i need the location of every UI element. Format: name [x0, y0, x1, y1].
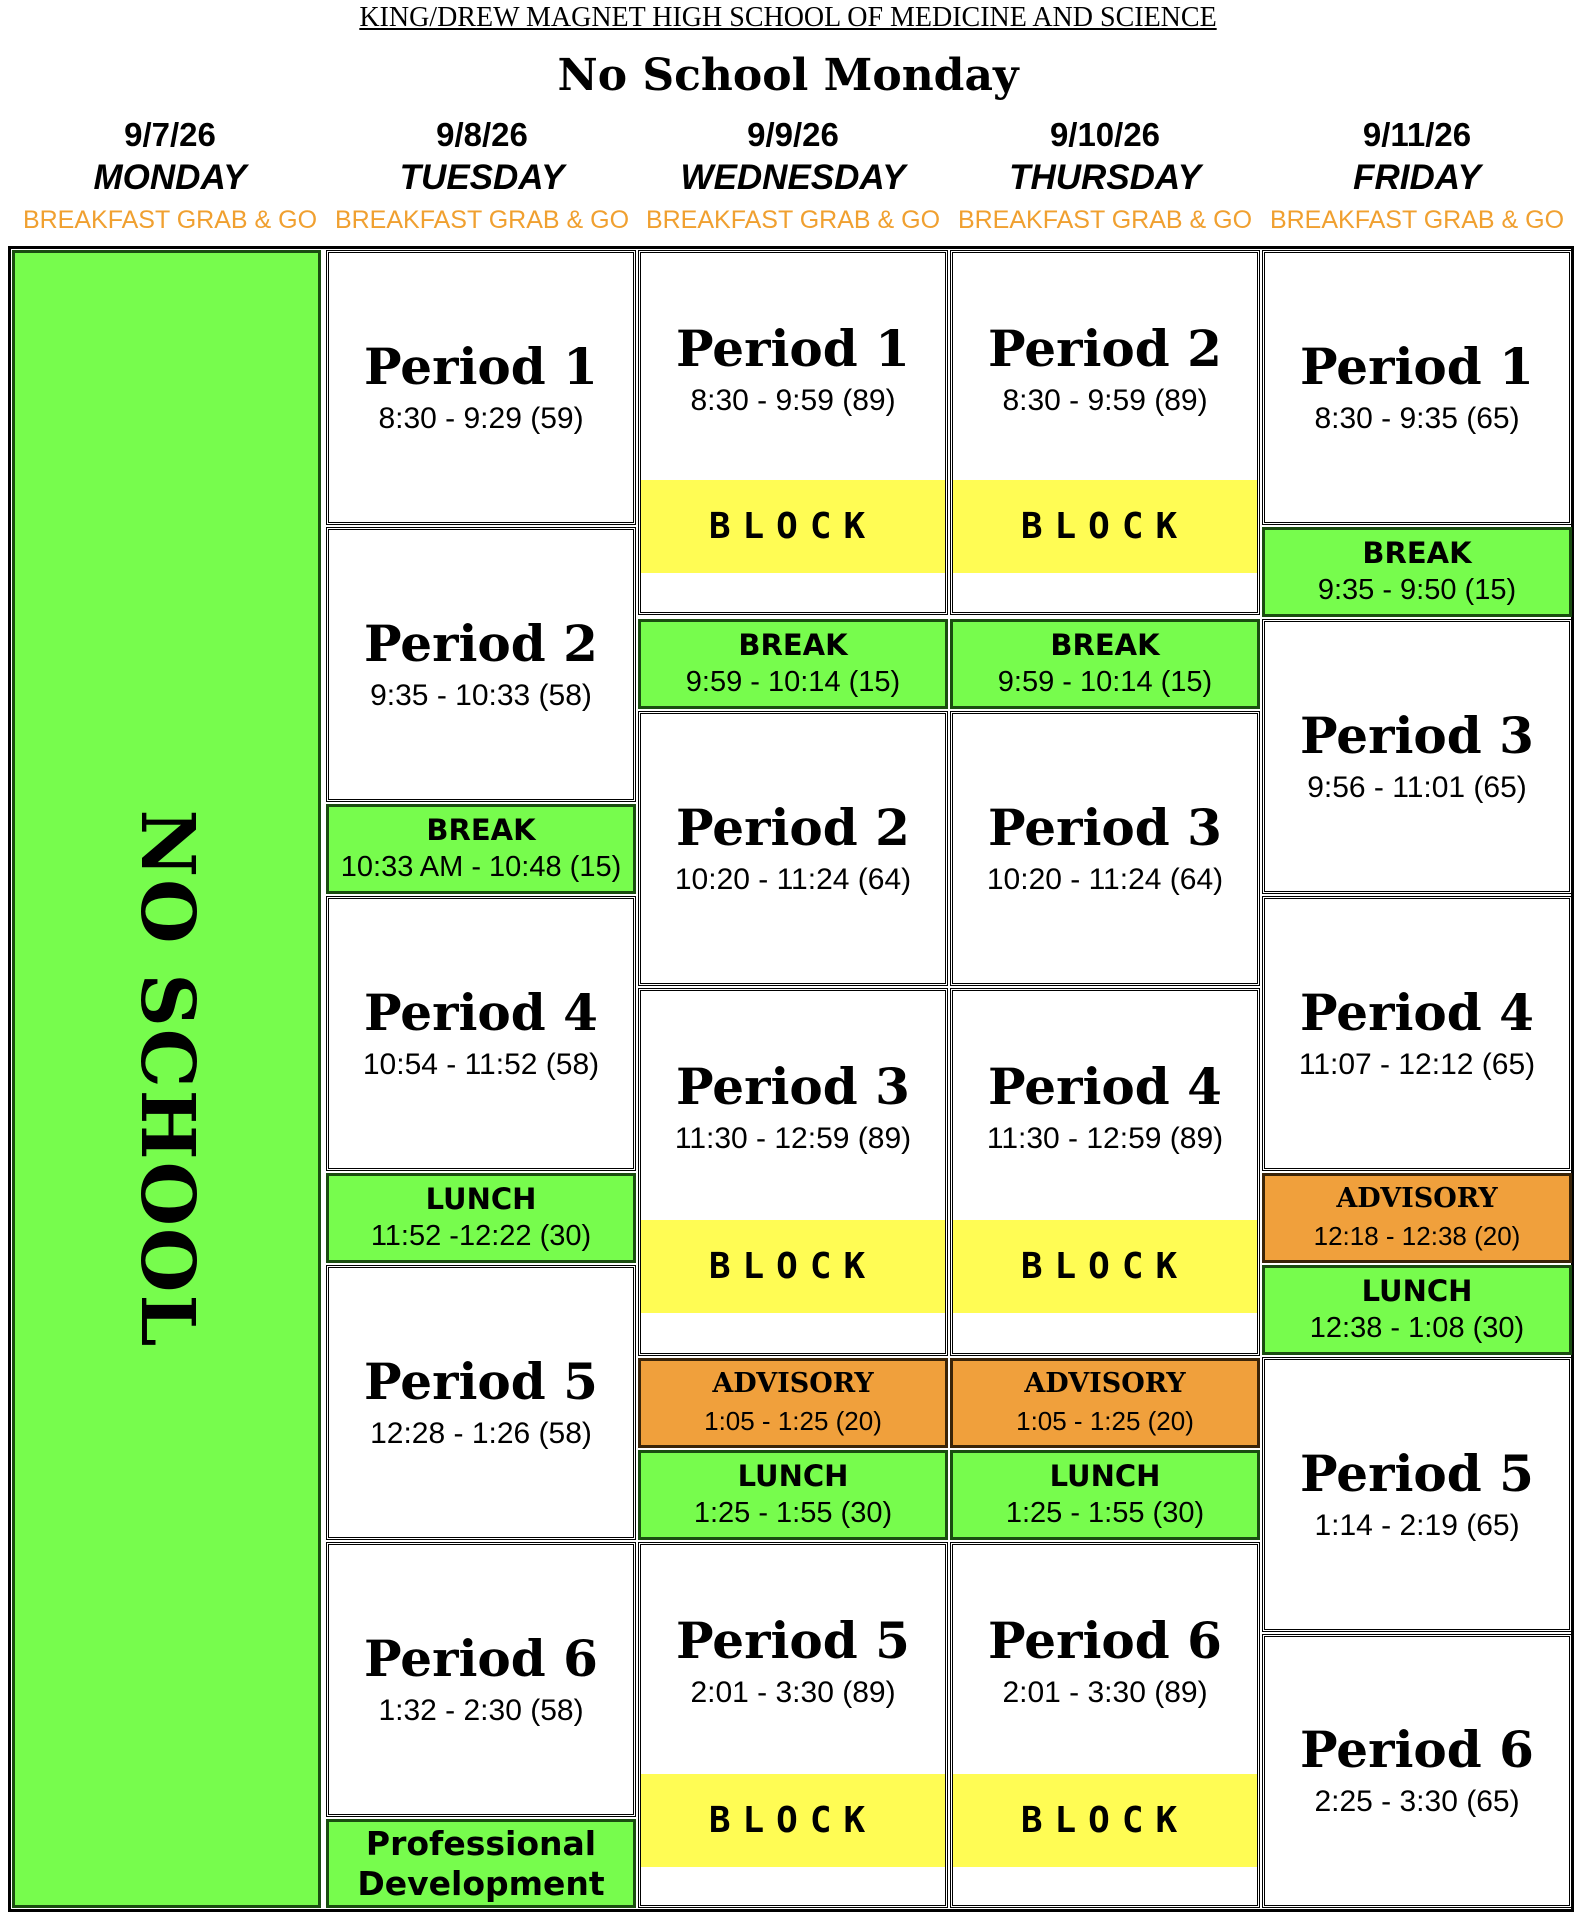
- wednesday-advisory: [638, 1358, 948, 1448]
- no-school-label: NO SCHOOL: [123, 809, 210, 1349]
- period-name: Period 2: [676, 797, 910, 857]
- tuesday-period-5: [326, 1265, 636, 1540]
- break-label: BREAK: [426, 813, 536, 847]
- lunch-label: LUNCH: [425, 1182, 537, 1216]
- day-header-friday: [1262, 114, 1572, 240]
- day-date: 9/7/26: [124, 116, 216, 153]
- period-time: 2:25 - 3:30 (65): [1314, 1785, 1520, 1818]
- breakfast-note: BREAKFAST GRAB & GO: [1269, 206, 1565, 234]
- period-name: Period 3: [988, 797, 1222, 857]
- period-name: Period 4: [988, 1057, 1222, 1116]
- day-header-wednesday: [638, 114, 948, 240]
- breakfast-note: BREAKFAST GRAB & GO: [334, 206, 630, 234]
- period-time: 1:14 - 2:19 (65): [1314, 1508, 1520, 1542]
- wednesday-period-1: [638, 250, 948, 615]
- period-time: 8:30 - 9:59 (89): [1002, 384, 1208, 417]
- period-name: Period 6: [1300, 1720, 1534, 1779]
- tuesday-period-2: [326, 527, 636, 802]
- thursday-lunch: [950, 1450, 1260, 1540]
- thursday-period-3: [950, 711, 1260, 986]
- period-name: Period 3: [1300, 705, 1534, 765]
- period-time: 10:20 - 11:24 (64): [986, 862, 1224, 896]
- period-name: Period 1: [676, 319, 910, 378]
- break-label: BREAK: [738, 628, 848, 662]
- day-header-thursday: [950, 114, 1260, 240]
- block-band: BLOCK: [953, 1220, 1257, 1313]
- break-time: 10:33 AM - 10:48 (15): [340, 851, 622, 883]
- period-name: Period 6: [988, 1611, 1222, 1670]
- period-time: 8:30 - 9:29 (59): [378, 401, 584, 435]
- breakfast-note: BREAKFAST GRAB & GO: [22, 206, 318, 234]
- school-name: KING/DREW MAGNET HIGH SCHOOL OF MEDICINE AND SCIENCE: [359, 2, 1217, 33]
- pd-line-1: Professional: [365, 1823, 597, 1863]
- advisory-time: 1:05 - 1:25 (20): [704, 1406, 882, 1436]
- friday-period-5: [1262, 1357, 1572, 1632]
- thursday-period-2: [950, 250, 1260, 615]
- advisory-label: ADVISORY: [712, 1368, 874, 1399]
- breakfast-note: BREAKFAST GRAB & GO: [957, 206, 1253, 234]
- lunch-time: 12:38 - 1:08 (30): [1309, 1312, 1525, 1344]
- tuesday-professional-development: [326, 1819, 636, 1908]
- day-date: 9/11/26: [1362, 116, 1472, 153]
- lunch-label: LUNCH: [1049, 1459, 1161, 1493]
- day-date: 9/10/26: [1049, 116, 1161, 153]
- day-date: 9/9/26: [747, 116, 839, 153]
- period-time: 1:32 - 2:30 (58): [378, 1693, 584, 1727]
- friday-period-3: [1262, 619, 1572, 894]
- period-time: 12:28 - 1:26 (58): [370, 1416, 592, 1450]
- no-school-column: [12, 250, 321, 1908]
- breakfast-note: BREAKFAST GRAB & GO: [645, 206, 941, 234]
- period-name: Period 4: [1300, 982, 1534, 1042]
- break-time: 9:59 - 10:14 (15): [997, 666, 1213, 698]
- period-time: 2:01 - 3:30 (89): [690, 1676, 896, 1709]
- day-of-week: FRIDAY: [1353, 158, 1481, 197]
- lunch-label: LUNCH: [737, 1459, 849, 1493]
- tuesday-period-6: [326, 1542, 636, 1817]
- friday-period-4: [1262, 896, 1572, 1171]
- period-name: Period 5: [676, 1611, 910, 1670]
- lunch-time: 1:25 - 1:55 (30): [1005, 1497, 1205, 1529]
- thursday-break: [950, 619, 1260, 709]
- day-header-monday: [15, 114, 325, 240]
- wednesday-period-2: [638, 711, 948, 986]
- period-time: 2:01 - 3:30 (89): [1002, 1676, 1208, 1709]
- period-name: Period 6: [364, 1628, 598, 1688]
- day-of-week: TUESDAY: [399, 158, 565, 197]
- thursday-period-6: [950, 1542, 1260, 1908]
- period-name: Period 4: [364, 982, 598, 1042]
- period-name: Period 3: [676, 1057, 910, 1116]
- block-band: BLOCK: [641, 1774, 945, 1867]
- page-title: No School Monday: [557, 50, 1019, 101]
- advisory-time: 12:18 - 12:38 (20): [1313, 1221, 1521, 1251]
- period-name: Period 2: [364, 613, 598, 673]
- wednesday-period-5: [638, 1542, 948, 1908]
- period-time: 10:20 - 11:24 (64): [674, 862, 912, 896]
- period-time: 11:30 - 12:59 (89): [674, 1122, 912, 1155]
- lunch-label: LUNCH: [1361, 1274, 1473, 1308]
- period-time: 9:56 - 11:01 (65): [1307, 770, 1527, 804]
- pd-line-2: Development: [357, 1863, 605, 1903]
- block-band: BLOCK: [641, 480, 945, 573]
- period-time: 11:30 - 12:59 (89): [986, 1122, 1224, 1155]
- period-time: 9:35 - 10:33 (58): [370, 678, 592, 712]
- lunch-time: 1:25 - 1:55 (30): [693, 1497, 893, 1529]
- break-label: BREAK: [1362, 536, 1472, 570]
- break-time: 9:59 - 10:14 (15): [685, 666, 901, 698]
- break-time: 9:35 - 9:50 (15): [1317, 574, 1517, 606]
- block-band: BLOCK: [641, 1220, 945, 1313]
- tuesday-lunch: [326, 1173, 636, 1263]
- friday-lunch: [1262, 1265, 1572, 1355]
- period-time: 10:54 - 11:52 (58): [362, 1047, 600, 1081]
- thursday-period-4: [950, 988, 1260, 1356]
- advisory-label: ADVISORY: [1024, 1368, 1186, 1399]
- tuesday-break: [326, 804, 636, 894]
- break-label: BREAK: [1050, 628, 1160, 662]
- tuesday-period-4: [326, 896, 636, 1171]
- tuesday-period-1: [326, 250, 636, 525]
- friday-period-1: [1262, 250, 1572, 525]
- period-name: Period 1: [1300, 336, 1534, 396]
- block-band: BLOCK: [953, 1774, 1257, 1867]
- wednesday-break: [638, 619, 948, 709]
- day-header-tuesday: [327, 114, 637, 240]
- day-of-week: MONDAY: [93, 158, 247, 197]
- period-name: Period 2: [988, 319, 1222, 378]
- day-of-week: WEDNESDAY: [680, 158, 906, 197]
- wednesday-period-3: [638, 988, 948, 1356]
- period-name: Period 5: [1300, 1443, 1534, 1503]
- thursday-advisory: [950, 1358, 1260, 1448]
- period-name: Period 1: [364, 336, 598, 396]
- block-band: BLOCK: [953, 480, 1257, 573]
- period-time: 8:30 - 9:35 (65): [1314, 401, 1520, 435]
- friday-advisory: [1262, 1173, 1572, 1263]
- period-time: 11:07 - 12:12 (65): [1298, 1047, 1536, 1081]
- friday-period-6: [1262, 1634, 1572, 1908]
- advisory-label: ADVISORY: [1336, 1183, 1498, 1214]
- advisory-time: 1:05 - 1:25 (20): [1016, 1406, 1194, 1436]
- period-time: 8:30 - 9:59 (89): [690, 384, 896, 417]
- day-of-week: THURSDAY: [1009, 158, 1201, 197]
- wednesday-lunch: [638, 1450, 948, 1540]
- day-date: 9/8/26: [436, 116, 528, 153]
- period-name: Period 5: [364, 1351, 598, 1411]
- friday-break: [1262, 527, 1572, 617]
- lunch-time: 11:52 -12:22 (30): [370, 1220, 592, 1252]
